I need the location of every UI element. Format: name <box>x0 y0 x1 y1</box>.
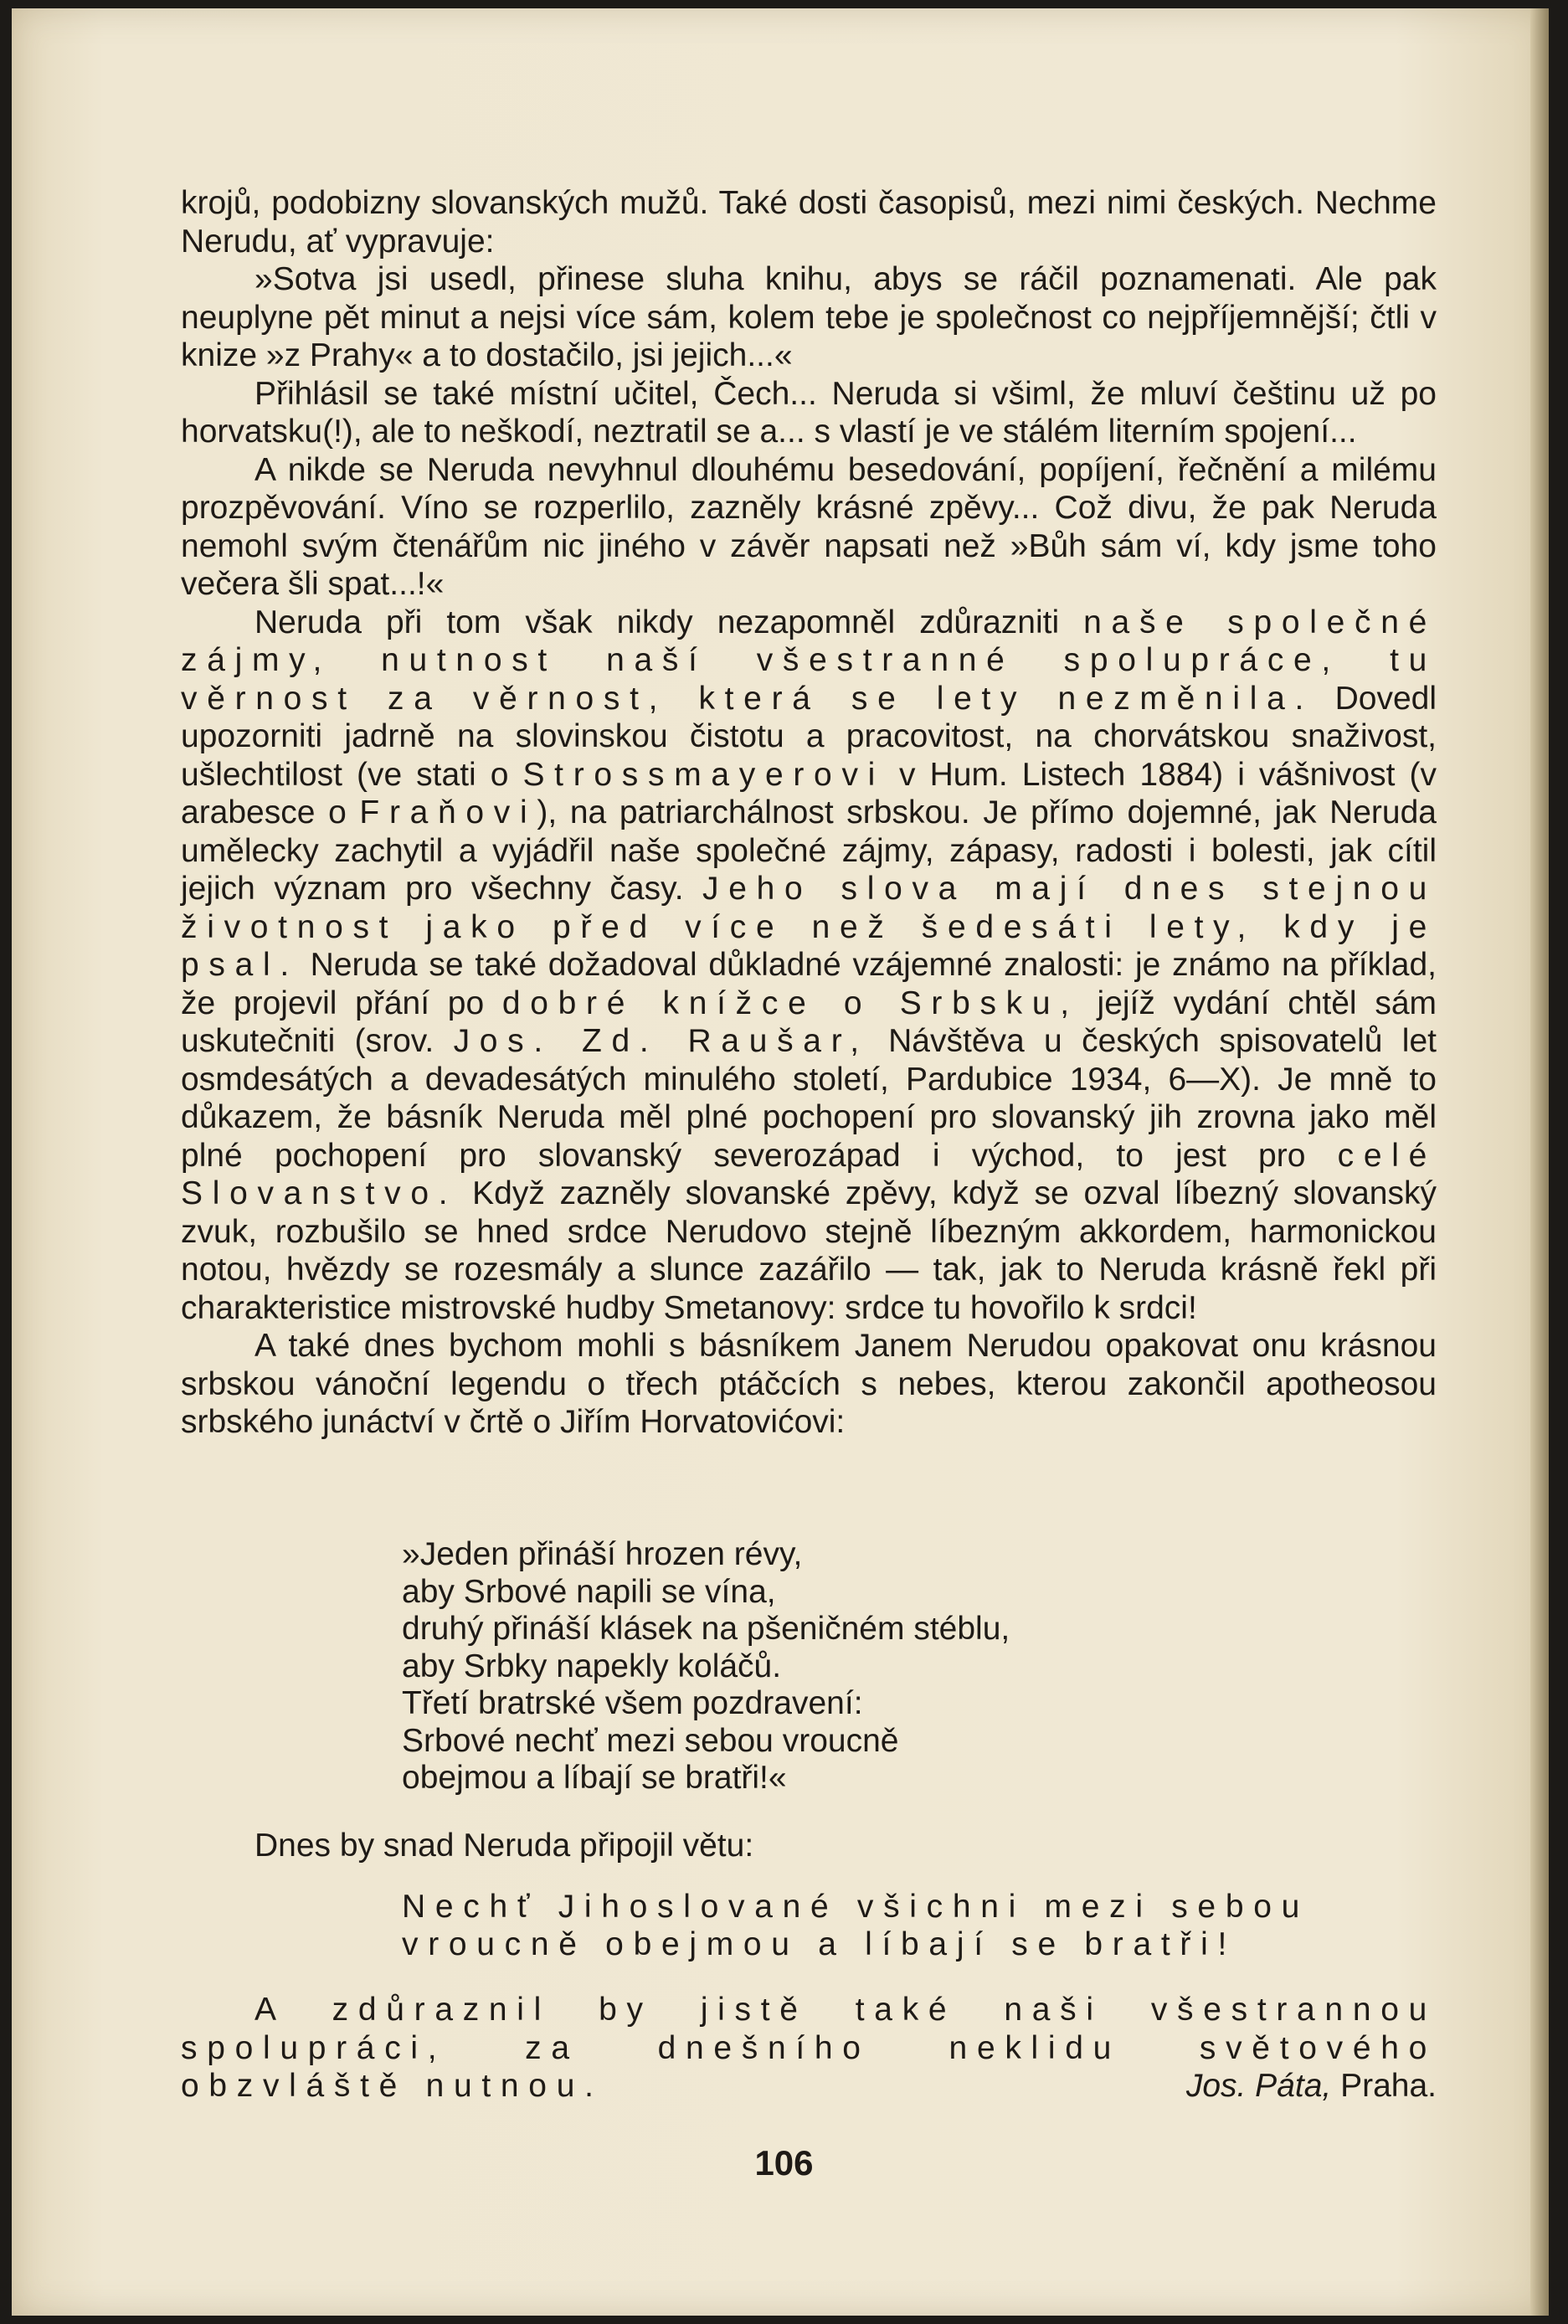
p5-spaced-name: Fraňovi <box>359 794 537 830</box>
poem-quote <box>402 1536 1323 1797</box>
page-number: 106 <box>754 2143 814 2183</box>
p5-text: ), na patriarchálnost srbskou. Je přímo dojemné, jak Neruda umělecky zachytil a vyjádřil naše společné zájmy, zápasy, radosti i bolesti, jak cítil jejich význam pro všechny časy. <box>181 794 1437 907</box>
p5-text: Neruda se také dožadoval důkladné vzájemné znalosti: je známo na příklad, že projevil přání po <box>181 947 1437 1021</box>
p5-spaced-emphasis: naše společné zájmy, nutnost naší všestranné spolupráce, tu věrnost za věrnost, která se lety nezměnila. <box>181 604 1437 717</box>
author-name: Jos. Páta, <box>1185 2068 1332 2104</box>
paragraph-2: »Sotva jsi usedl, přinese sluha knihu, abys se ráčil poznamenati. Ale pak neuplyne pět minut a nejsi více sám, kolem tebe je společnost co nejpříjemnější; čtli v knize »z Prahy« a to dostačilo, jsi jejich...« <box>181 261 1437 373</box>
p5-text: Dovedl upozorniti jadrně na slovinskou čistotu a pracovitost, na chorvátskou snaživost, ušlechtilost (ve stati o <box>181 680 1437 793</box>
poem-line: »Jeden přináší hrozen révy, <box>402 1536 803 1572</box>
p5-spaced-name: Jos. Zd. Raušar, <box>453 1023 869 1059</box>
poem-line: aby Srbové napili se vína, <box>402 1573 776 1610</box>
closing-paragraph <box>181 1991 1437 2105</box>
article-body <box>181 184 1437 1442</box>
spaced-quote <box>402 1888 1309 1963</box>
p5-spaced-emphasis: celé Slovanstvo. <box>181 1137 1437 1211</box>
author-place: Praha. <box>1331 2068 1437 2104</box>
p5-text: Neruda při tom však nikdy nezapomněl zdůrazniti <box>254 604 1084 640</box>
poem-line: druhý přináší klásek na pšeničném stéblu, <box>402 1611 1010 1647</box>
p5-text: jejíž vydání chtěl sám uskutečniti (srov. <box>181 985 1437 1059</box>
poem-line: obejmou a líbají se bratři!« <box>402 1760 787 1796</box>
p5-spaced-emphasis: Jeho slova mají dnes stejnou životnost jako před více než šedesáti lety, kdy je psal. <box>181 871 1437 983</box>
p5-spaced-emphasis: dobré knížce o Srbsku, <box>501 985 1079 1021</box>
book-spine-edge <box>1530 8 1549 2316</box>
paragraph-6: A také dnes bychom mohli s básníkem Janem Nerudou opakovat onu krásnou srbskou vánoční legendu o třech ptáčcích s nebes, kterou zakončil apotheosou srbského junáctví v črtě o Jiřím Horvatovićovi: <box>181 1328 1437 1440</box>
poem-line: aby Srbky napekly koláčů. <box>402 1648 782 1684</box>
p5-text: Když zazněly slovanské zpěvy, když se ozval líbezný slovanský zvuk, rozbušilo se hned srdce Nerudovo stejně líbezným akkordem, harmonickou notou, hvězdy se rozesmály a slunce zazářilo — tak, jak to Neruda krásně řekl při charakteristice mistrovské hudby Smetanovy: srdce tu hovořilo k srdci! <box>181 1175 1437 1326</box>
spaced-quote-line: vroucně obejmou a líbají se bratři! <box>402 1926 1236 1962</box>
p5-spaced-name: Strossmayerovi <box>522 756 886 793</box>
paragraph-1: krojů, podobizny slovanských mužů. Také dosti časopisů, mezi nimi českých. Nechme Nerudu, ať vypravuje: <box>181 185 1437 260</box>
p5-text: Návštěva u českých spisovatelů let osmdesátých a devadesátých minulého století, Pardubice 1934, 6—X). Je mně to důkazem, že básník Neruda měl plné pochopení pro slovanský jih zrovna jako měl plné pochopení pro slovanský severozápad i východ, to jest pro <box>181 1023 1437 1174</box>
closing-text <box>181 1991 1437 2105</box>
p5-text: v Hum. Listech 1884) i vášnivost (v arabesce o <box>181 756 1437 830</box>
paragraph-5 <box>181 604 1437 1328</box>
closing-spaced-text: A zdůraznil by jistě také naši všestrannou spolupráci, za dnešního neklidu světového obzvláště nutnou. <box>181 1992 1437 2104</box>
after-poem-line: Dnes by snad Neruda připojil větu: <box>254 1828 754 1864</box>
poem-line: Třetí bratrské všem pozdravení: <box>402 1685 863 1721</box>
poem-line: Srbové nechť mezi sebou vroucně <box>402 1722 899 1759</box>
spaced-quote-line: Nechť Jihoslované všichni mezi sebou <box>402 1889 1309 1925</box>
signature <box>1113 2067 1437 2105</box>
paragraph-4: A nikde se Neruda nevyhnul dlouhému besedování, popíjení, řečnění a milému prozpěvování. Víno se rozperlilo, zazněly krásné zpěvy... Což divu, že pak Neruda nemohl svým čtenářům nic jiného v závěr napsati než »Bůh sám ví, kdy jsme toho večera šli spat...!« <box>181 451 1437 602</box>
paragraph-3: Přihlásil se také místní učitel, Čech... Neruda si všiml, že mluví češtinu už po horvatsku(!), ale to neškodí, neztratil se a... s vlastí je ve stálém literním spojení... <box>181 375 1437 450</box>
